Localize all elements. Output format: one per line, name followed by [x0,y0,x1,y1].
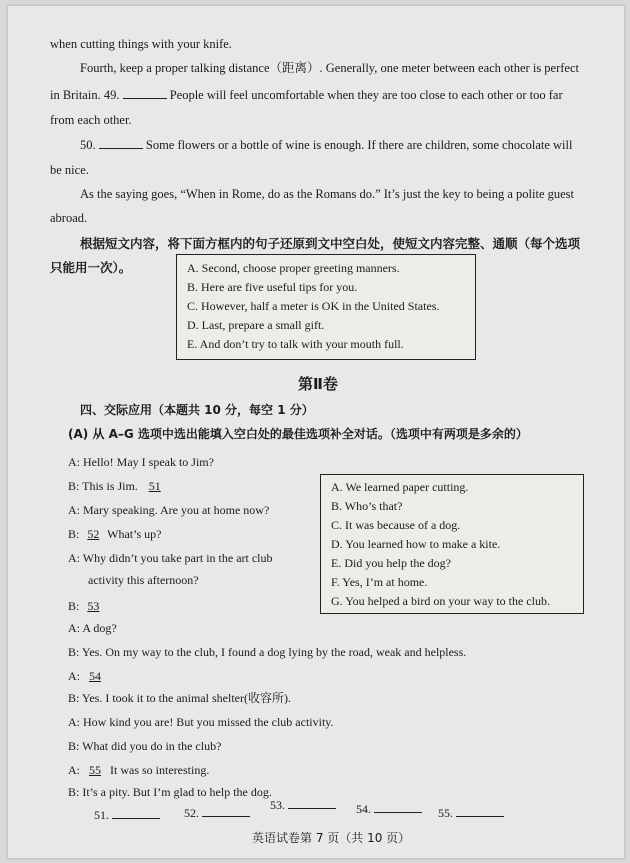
blank-53[interactable]: 53 [87,599,100,613]
dialogue-text: A: [68,763,80,777]
answer-53 [270,796,336,813]
dialogue-line: B: It’s a pity. But I’m glad to help the dog. [68,785,272,799]
dialogue-line: B: Yes. I took it to the animal shelter(收容所). [68,691,291,705]
option-item: G. You helped a bird on your way to the club. [331,594,550,608]
dialogue-line-55 [68,762,209,778]
answer-blank[interactable] [288,796,336,809]
answer-label: 55. [438,806,453,820]
answer-54 [356,800,422,817]
dialogue-line: A: A dog? [68,621,117,635]
passage-line: abroad. [50,211,88,225]
answer-blank[interactable] [456,804,504,817]
dialogue-text: It was so interesting. [110,763,210,777]
option-item: E. Did you help the dog? [331,556,451,570]
option-item: F. Yes, I’m at home. [331,575,428,589]
dialogue-text: A: [68,669,80,683]
option-item: A. We learned paper cutting. [331,480,469,494]
q50-label: 50. [80,138,96,152]
option-item: D. You learned how to make a kite. [331,537,501,551]
dialogue-line-52 [68,526,161,542]
answer-51 [94,806,160,823]
dialogue-text: B: This is Jim. [68,479,138,493]
dialogue-line: A: Mary speaking. Are you at home now? [68,503,270,517]
blank-55[interactable]: 55 [89,763,101,777]
passage-line-q50 [80,136,572,153]
answer-55 [438,804,504,821]
dialogue-line: B: Yes. On my way to the club, I found a dog lying by the road, weak and helpless. [68,645,467,659]
options-box-2 [320,474,584,614]
part-a-instruction: (A) 从 A–G 选项中选出能填入空白处的最佳选项补全对话。（选项中有两项是多余的） [68,427,528,441]
answer-label: 51. [94,808,109,822]
blank-52[interactable]: 52 [87,527,100,541]
answer-52 [184,804,250,821]
dialogue-text: B: [68,599,80,613]
option-item: C. However, half a meter is OK in the United States. [187,299,440,313]
dialogue-line-51 [68,478,169,494]
q49-blank[interactable] [123,86,167,99]
option-item: B. Here are five useful tips for you. [187,280,358,294]
exam-page [8,6,624,858]
dialogue-text: B: [68,527,80,541]
answer-blank[interactable] [374,800,422,813]
answer-label: 54. [356,802,371,816]
q49-text: People will feel uncomfortable when they are too close to each other or too far [169,88,563,102]
dialogue-line: B: What did you do in the club? [68,739,222,753]
option-item: E. And don’t try to talk with your mouth full. [187,337,404,351]
passage-line: Fourth, keep a proper talking distance（距离）. Generally, one meter between each other is perfect [80,61,579,75]
options-box-1 [176,254,476,360]
passage-line: be nice. [50,163,89,177]
blank-51[interactable]: 51 [148,479,161,493]
q50-text: Some flowers or a bottle of wine is enough. If there are children, some chocolate will [145,138,573,152]
option-item: D. Last, prepare a small gift. [187,318,325,332]
answer-label: 52. [184,806,199,820]
dialogue-line: A: Why didn’t you take part in the art club [68,551,273,565]
passage-line-q49 [50,86,563,103]
blank-54[interactable]: 54 [89,669,101,683]
dialogue-text: What’s up? [107,527,162,541]
dialogue-line: A: Hello! May I speak to Jim? [68,455,214,469]
page-footer: 英语试卷第 7 页（共 10 页） [252,831,411,845]
dialogue-line: A: How kind you are! But you missed the club activity. [68,715,334,729]
passage-line: from each other. [50,113,132,127]
option-item: A. Second, choose proper greeting manners. [187,261,400,275]
instruction-line: 根据短文内容，将下面方框内的句子还原到文中空白处，使短文内容完整、通顺（每个选项 [80,236,581,251]
instruction-line: 只能用一次）。 [50,260,132,275]
passage-line: when cutting things with your knife. [50,37,232,51]
option-item: C. It was because of a dog. [331,518,461,532]
answer-label: 53. [270,798,285,812]
passage-line: As the saying goes, “When in Rome, do as the Romans do.” It’s just the key to being a polite guest [80,187,575,201]
dialogue-line-53 [68,598,104,614]
option-item: B. Who’s that? [331,499,403,513]
dialogue-line: activity this afternoon? [88,573,199,587]
q50-blank[interactable] [99,136,143,149]
answer-blank[interactable] [202,804,250,817]
part-title: 四、交际应用（本题共 10 分，每空 1 分） [80,403,314,417]
section-title: 第Ⅱ卷 [298,375,338,393]
dialogue-line-54 [68,668,107,684]
answer-blank[interactable] [112,806,160,819]
q49-label: in Britain. 49. [50,88,120,102]
